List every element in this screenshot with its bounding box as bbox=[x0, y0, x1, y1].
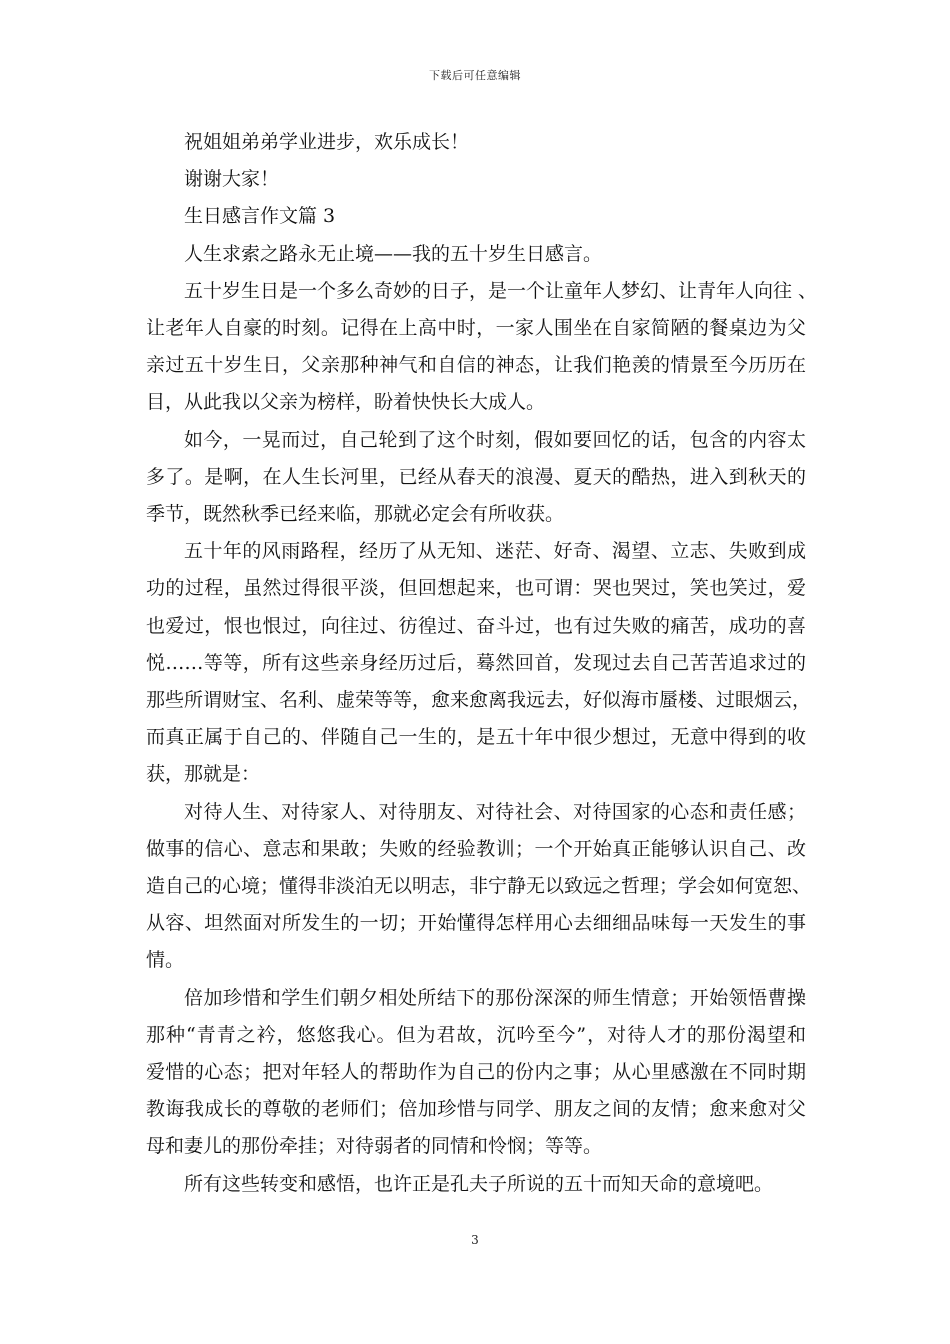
paragraph bbox=[146, 161, 806, 198]
text-line: 获，那就是： bbox=[146, 763, 261, 786]
paragraph bbox=[146, 198, 806, 235]
paragraph bbox=[146, 236, 806, 273]
text-line: 亲过五十岁生日，父亲那种神气和自信的神态，让我们艳羡的情景至今历历在 bbox=[146, 354, 806, 377]
paragraph bbox=[146, 533, 812, 793]
text-line: 对待人生、对待家人、对待朋友、对待社会、对待国家的心态和责任感； bbox=[184, 800, 806, 823]
text-line: 所有这些转变和感悟，也许正是孔夫子所说的五十而知天命的意境吧。 bbox=[184, 1172, 774, 1195]
document-body bbox=[146, 124, 818, 1203]
text-line: 造自己的心境；懂得非淡泊无以明志，非宁静无以致远之哲理；学会如何宽恕、 bbox=[146, 875, 812, 898]
paragraph bbox=[146, 422, 806, 534]
text-line: 让老年人自豪的时刻。记得在上高中时，一家人围坐在自家简陋的餐桌边为父 bbox=[146, 317, 806, 340]
text-line: 悦……等等，所有这些亲身经历过后，蓦然回首，发现过去自己苦苦追求过的 bbox=[146, 651, 806, 674]
text-line: 那种“青青之衿，悠悠我心。但为君故，沉吟至今”，对待人才的那份渴望和 bbox=[146, 1023, 806, 1046]
text-line: 功的过程，虽然过得很平淡，但回想起来，也可谓：哭也哭过，笑也笑过，爱 bbox=[146, 577, 806, 600]
text-line: 做事的信心、意志和果敢；失败的经验教训；一个开始真正能够认识自己、改 bbox=[146, 837, 806, 860]
text-line: 情。 bbox=[146, 949, 185, 972]
paragraph bbox=[146, 980, 806, 1166]
text-line: 生日感言作文篇 3 bbox=[184, 205, 336, 228]
text-line: 祝姐姐弟弟学业进步，欢乐成长！ bbox=[184, 131, 470, 153]
text-line: 教诲我成长的尊敬的老师们；倍加珍惜与同学、朋友之间的友情；愈来愈对父 bbox=[146, 1098, 806, 1121]
text-line: 也爱过，恨也恨过，向往过、彷徨过、奋斗过，也有过失败的痛苦，成功的喜 bbox=[146, 614, 806, 637]
text-line: 那些所谓财宝、名利、虚荣等等，愈来愈离我远去，好似海市蜃楼、过眼烟云， bbox=[146, 689, 812, 712]
text-line: 多了。是啊，在人生长河里，已经从春天的浪漫、夏天的酷热，进入到秋天的 bbox=[146, 465, 806, 488]
page-number: 3 bbox=[471, 1233, 479, 1247]
text-line: 季节，既然秋季已经来临，那就必定会有所收获。 bbox=[146, 503, 565, 526]
text-line: 五十岁生日是一个多么奇妙的日子，是一个让童年人梦幻、让青年人向往 、 bbox=[184, 279, 818, 302]
paragraph bbox=[146, 1166, 806, 1203]
paragraph bbox=[146, 273, 818, 422]
text-line: 从容、坦然面对所发生的一切；开始懂得怎样用心去细细品味每一天发生的事 bbox=[146, 912, 806, 935]
text-line: 爱惜的心态；把对年轻人的帮助作为自己的份内之事；从心里感激在不同时期 bbox=[146, 1061, 806, 1084]
text-line: 五十年的风雨路程，经历了从无知、迷茫、好奇、渴望、立志、失败到成 bbox=[184, 540, 806, 563]
text-line: 人生求索之路永无止境——我的五十岁生日感言。 bbox=[184, 242, 603, 265]
text-line: 谢谢大家！ bbox=[184, 168, 280, 191]
paragraph bbox=[146, 124, 806, 161]
text-line: 母和妻儿的那份牵挂；对待弱者的同情和怜悯；等等。 bbox=[146, 1135, 603, 1158]
text-line: 如今，一晃而过，自己轮到了这个时刻，假如要回忆的话，包含的内容太 bbox=[184, 428, 806, 451]
text-line: 倍加珍惜和学生们朝夕相处所结下的那份深深的师生情意；开始领悟曹操 bbox=[184, 986, 806, 1009]
page-header: 下载后可任意编辑 bbox=[429, 69, 521, 82]
paragraph bbox=[146, 794, 812, 980]
text-line: 目，从此我以父亲为榜样，盼着快快长大成人。 bbox=[146, 391, 546, 414]
text-line: 而真正属于自己的、伴随自己一生的，是五十年中很少想过，无意中得到的收 bbox=[146, 726, 806, 749]
